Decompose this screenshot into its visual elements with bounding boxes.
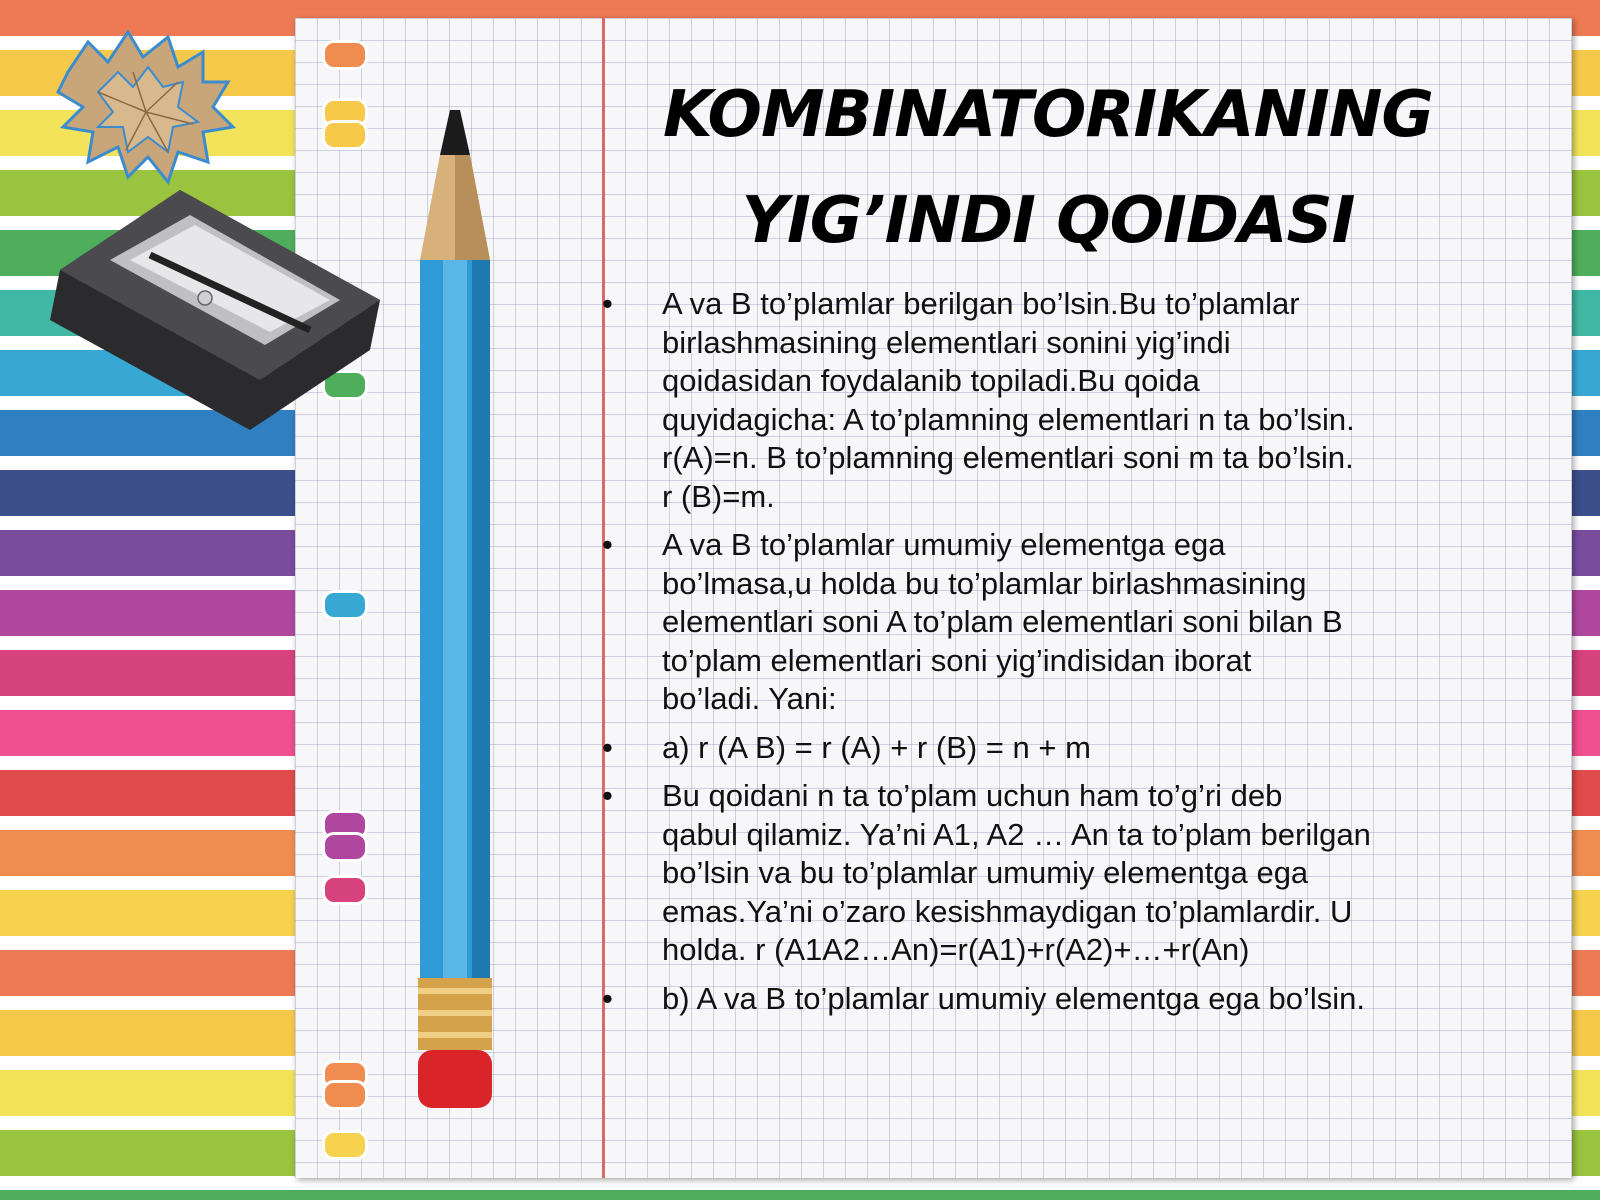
bullet-text: Bu qoidani n ta to’plam uchun ham to’g’ri deb qabul qilamiz. Ya’ni A1, A2 … An ta to’plam berilgan bo’lsin va bu to’plamlar umumiy elementga ega emas.Ya’ni o’zaro kesishmaydigan to’plamlardir. U holda. r (A1A2…An)=r(A1)+r(A2)+…+r(An) — [662, 778, 1371, 967]
binder-hole-icon — [322, 120, 368, 150]
pencil-shavings-icon — [28, 12, 288, 202]
pencil-icon — [410, 110, 500, 1130]
bullet-marker: • — [602, 286, 613, 321]
bullet-text: b) A va B to’plamlar umumiy elementga ega bo’lsin. — [662, 980, 1366, 1016]
bullet-list — [600, 285, 1500, 1028]
bullet-marker: • — [602, 729, 613, 765]
binder-hole-icon — [322, 1130, 368, 1160]
binder-hole-icon — [322, 832, 368, 862]
bullet-text: a) r (A B) = r (A) + r (B) = n + m — [662, 729, 1091, 765]
bullet-item — [600, 285, 1500, 516]
bullet-marker: • — [602, 778, 613, 813]
slide-title — [608, 62, 1488, 274]
binder-hole-icon — [322, 40, 368, 70]
bullet-marker: • — [602, 980, 613, 1016]
binder-hole-icon — [322, 590, 368, 620]
slide-title-line-1: KOMBINATORIKANING — [663, 78, 1433, 152]
binder-hole-icon — [322, 875, 368, 905]
binder-hole-icon — [322, 1080, 368, 1110]
pencil-sharpener-icon — [40, 180, 400, 440]
slide-title-line-2: YIG’INDI QOIDASI — [741, 184, 1355, 258]
bullet-text: A va B to’plamlar berilgan bo’lsin.Bu to’plamlar birlashmasining elementlari sonini yig’indi qoidasidan foydalanib topiladi.Bu qoida quyidagicha: A to’plamning elementlari n ta bo’lsin. r(A)=n. B to’plamning elementlari soni m ta bo’lsin. r (B)=m. — [662, 286, 1355, 514]
background-stripe — [0, 1190, 1600, 1200]
bullet-item — [600, 729, 1500, 768]
bullet-marker: • — [602, 527, 613, 562]
bullet-item — [600, 777, 1500, 970]
bullet-item — [600, 980, 1500, 1019]
bullet-item — [600, 526, 1500, 719]
bullet-text: A va B to’plamlar umumiy elementga ega bo’lmasa,u holda bu to’plamlar birlashmasining elementlari soni A to’plam elementlari soni bilan B to’plam elementlari soni yig’indisidan iborat bo’ladi. Yani: — [662, 527, 1343, 716]
